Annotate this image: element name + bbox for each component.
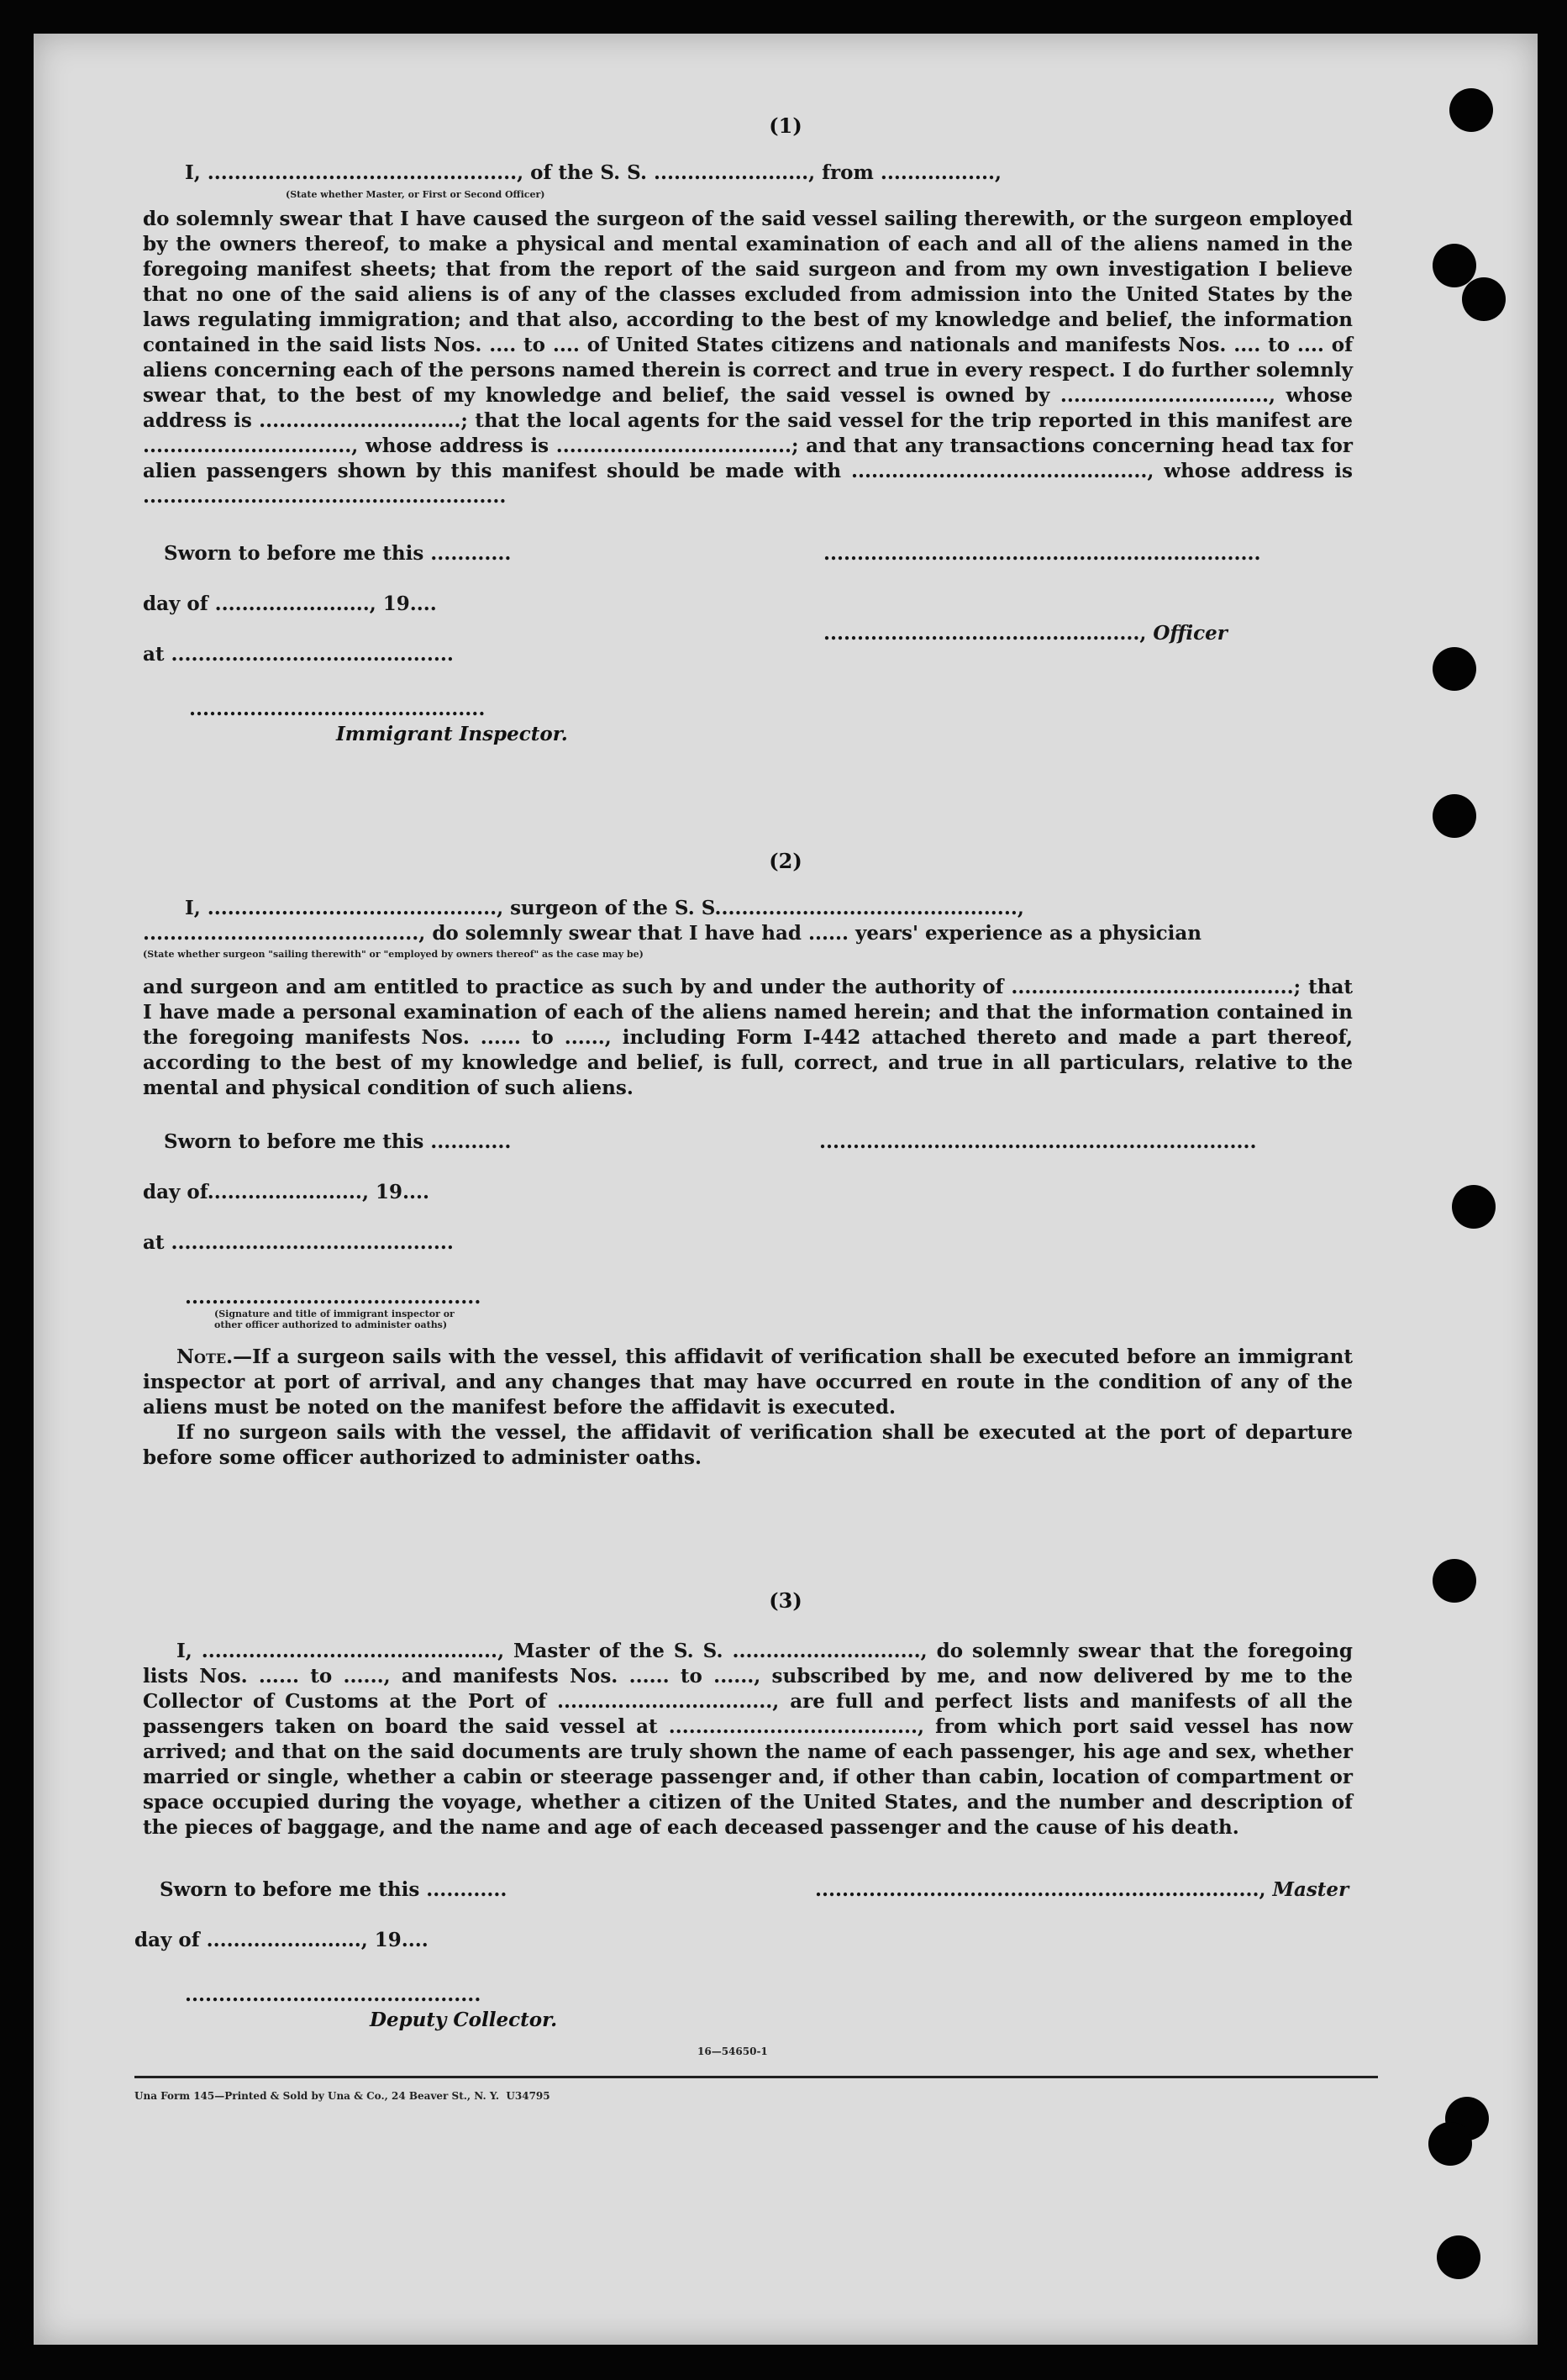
document-sheet [34,34,1538,2345]
section-3-day-line: day of ......................., 19.... [134,1929,429,1951]
section-2-oath-text: and surgeon and am entitled to practice as such by and under the authority of ..........................................; that I have made a personal examination of each of the aliens named herein; and that the information contained in the foregoing manifests Nos. ...... to ......, including Form I-442 attached thereto and made a part thereof, according to the best of my knowledge and belief, is full, correct, and true in all particulars, relative to the mental and physical condition of such aliens. [143,976,1353,1099]
punch-hole [1433,794,1476,838]
section-3-collector-line: ............................................ [185,1983,481,2006]
section-1-signature-line: ................................................................. [823,542,1261,565]
section-2-note-2: If no surgeon sails with the vessel, the affidavit of verification shall be executed at the port of departure before some officer authorized to administer oaths. [143,1421,1353,1469]
section-3-master-line: .................................................................., Master [815,1878,1349,1901]
section-2-at-line: at .......................................... [143,1231,454,1254]
punch-hole [1433,647,1476,691]
section-1-officer-line: ..............................................., Officer [823,622,1228,645]
section-1-number: (1) [769,113,802,138]
printer-imprint: Una Form 145—Printed & Sold by Una & Co., 24 Beaver St., N. Y. U34795 [134,2090,550,2102]
section-2-surgeon-line: I, ..........................................., surgeon of the S. S............................................., [185,897,1024,919]
punch-hole [1462,277,1506,321]
section-1-declarant-caption: (State whether Master, or First or Second Officer) [286,189,545,200]
punch-hole [1428,2122,1472,2166]
section-3-sworn-line: Sworn to before me this ............ [160,1878,507,1901]
punch-hole [1433,244,1476,287]
section-1-inspector-label: Immigrant Inspector. [336,723,568,745]
footer-divider [134,2076,1378,2078]
section-1-oath-text: do solemnly swear that I have caused the surgeon of the said vessel sailing therewith, or the surgeon employed by the owners thereof, to make a physical and mental examination of each and all of the aliens named in the foregoing manifest sheets; that from the report of the said surgeon and from my own investigation I believe that no one of the said aliens is of any of the classes excluded from admission into the United States by the laws regulating immigration; and that also, according to the best of my knowledge and belief, the information contained in the said lists Nos. .... to .... of United States citizens and nationals and manifests Nos. .... to .... of aliens concerning each of the persons named therein is correct and true in every respect. I do further solemnly swear that, to the best of my knowledge and belief, the said vessel is owned by ..............................., whose address is ..............................; that the local agents for the said vessel for the trip reported in this manifest are ..............................., whose address is ...................................; and that any transactions concerning head tax for alien passengers shown by this manifest should be made with ............................................, whose address is ...................................................... [143,208,1353,508]
section-3-number: (3) [769,1588,802,1613]
section-2-number: (2) [769,849,802,873]
section-2-inspector-caption-2: other officer authorized to administer oaths) [214,1319,448,1330]
form-code: 16—54650-1 [697,2046,768,2057]
section-3-oath-text: I, ............................................, Master of the S. S. ............................, do solemnly swear that the foregoing lists Nos. ...... to ......, and manifests Nos. ...... to ......, subscribed by me, and now delivered by me to the Collector of Customs at the Port of ................................, are full and perfect lists and manifests of all the passengers taken on board the said vessel at ....................................., from which port said vessel has now arrived; and that on the said documents are truly shown the name of each passenger, his age and sex, whether married or single, whether a cabin or steerage passenger and, if other than cabin, location of compartment or space occupied during the voyage, whether a citizen of the United States, and the number and description of the pieces of baggage, and the name and age of each deceased passenger and the cause of his death. [143,1640,1353,1839]
section-3-collector-label: Deputy Collector. [370,2009,558,2031]
punch-hole [1437,2235,1480,2279]
section-2-sworn-line: Sworn to before me this ............ [164,1130,512,1153]
section-2-surgeon-caption: (State whether surgeon "sailing therewith" or "employed by owners thereof" as the case may be) [143,949,644,960]
section-1-at-line: at .......................................... [143,643,454,666]
section-1-sworn-line: Sworn to before me this ............ [164,542,512,565]
section-2-inspector-caption-1: (Signature and title of immigrant inspector or [214,1308,455,1319]
section-2-inspector-line: ............................................ [185,1286,481,1308]
section-1-inspector-line: ............................................ [189,698,486,720]
section-1-declarant-line: I, .............................................., of the S. S. ......................., from ................., [185,161,1002,184]
section-2-note: Note.—If a surgeon sails with the vessel, this affidavit of verification shall be executed before an immigrant inspector at port of arrival, and any changes that may have occurred en route in the condition of any of the aliens must be noted on the manifest before the affidavit is executed. [143,1345,1353,1419]
punch-hole [1452,1185,1496,1229]
section-2-signature-line: ................................................................. [819,1130,1257,1153]
section-2-experience-line: ........................................., do solemnly swear that I have had ...... years' experience as a physician [143,922,1202,945]
section-2-day-line: day of......................., 19.... [143,1181,429,1203]
section-1-day-line: day of ......................., 19.... [143,592,437,615]
